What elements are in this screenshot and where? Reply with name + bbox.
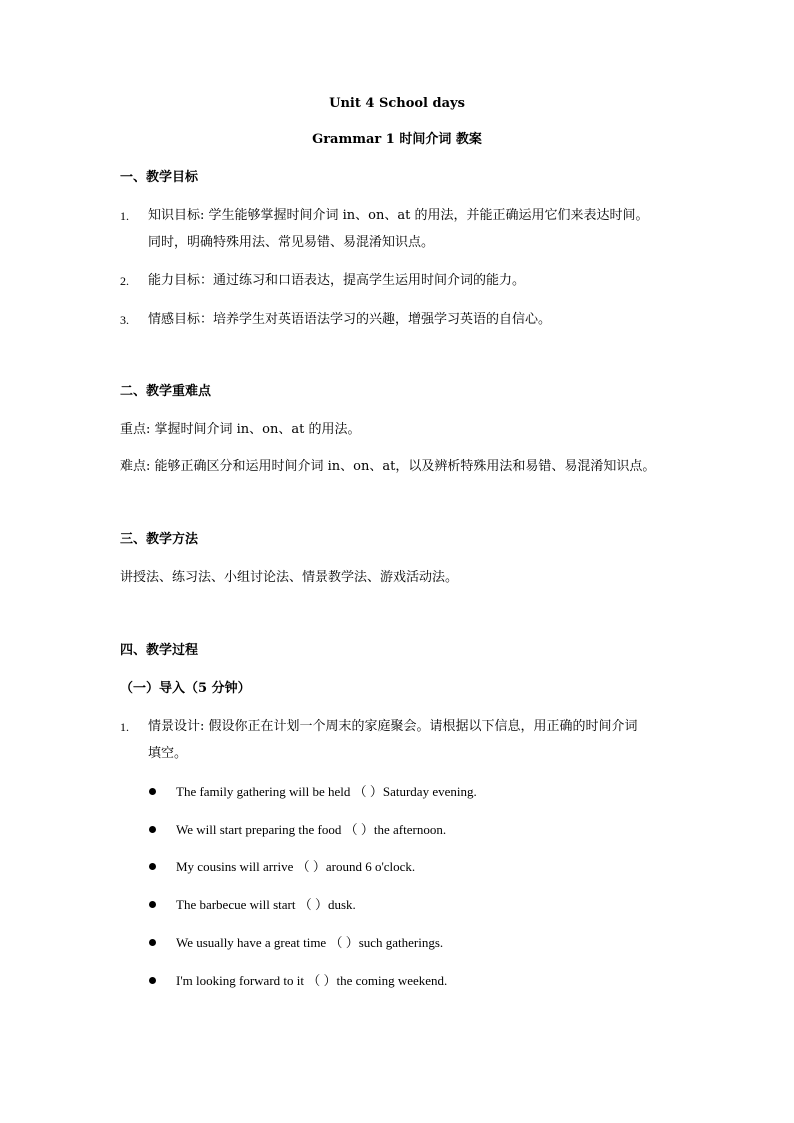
section-heading-methods: 三、教学方法 [120,532,199,547]
scenario-line1: 情景设计: 假设你正在计划一个周末的家庭聚会。请根据以下信息，用正确的时间介词 [148,719,638,734]
bullet-icon [149,788,156,795]
exercise-sentence: The barbecue will start （ ）dusk. [176,897,356,912]
key-point-text: 重点: 掌握时间介词 in、on、at 的用法。 [120,422,361,437]
objective-knowledge-line2: 同时，明确特殊用法、常见易错、易混淆知识点。 [148,235,435,250]
exercise-sentence: The family gathering will be held （ ）Saturday evening. [176,784,477,799]
bullet-icon [149,901,156,908]
difficult-point-text: 难点: 能够正确区分和运用时间介词 in、on、at，以及辨析特殊用法和易错、易混淆知识点。 [120,459,656,474]
methods-text: 讲授法、练习法、小组讨论法、情景教学法、游戏活动法。 [120,570,459,585]
document-subtitle: Grammar 1 时间介词 教案 [312,132,482,147]
section-heading-key-points: 二、教学重难点 [120,384,212,399]
bullet-icon [149,863,156,870]
list-number: 1. [120,209,129,223]
exercise-sentence: We usually have a great time （ ）such gatherings. [176,935,444,950]
list-number: 1. [120,720,129,734]
exercise-sentence: I'm looking forward to it （ ）the coming weekend. [176,973,448,988]
scenario-line2: 填空。 [148,746,188,761]
exercise-sentence: My cousins will arrive （ ）around 6 o'clock. [176,859,416,874]
objective-ability: 能力目标：通过练习和口语表达，提高学生运用时间介词的能力。 [148,273,526,288]
sub-heading-introduction: （一）导入（5 分钟） [120,681,251,696]
document-title: Unit 4 School days [329,96,465,111]
exercise-sentence: We will start preparing the food （ ）the afternoon. [176,822,447,837]
bullet-icon [149,939,156,946]
objective-knowledge-line1: 知识目标: 学生能够掌握时间介词 in、on、at 的用法，并能正确运用它们来表达时间。 [148,208,649,223]
section-heading-process: 四、教学过程 [120,643,199,658]
section-heading-objectives: 一、教学目标 [120,170,199,185]
list-number: 2. [120,274,129,288]
objective-emotion: 情感目标：培养学生对英语语法学习的兴趣，增强学习英语的自信心。 [148,312,552,327]
bullet-icon [149,977,156,984]
list-number: 3. [120,313,129,327]
bullet-icon [149,826,156,833]
